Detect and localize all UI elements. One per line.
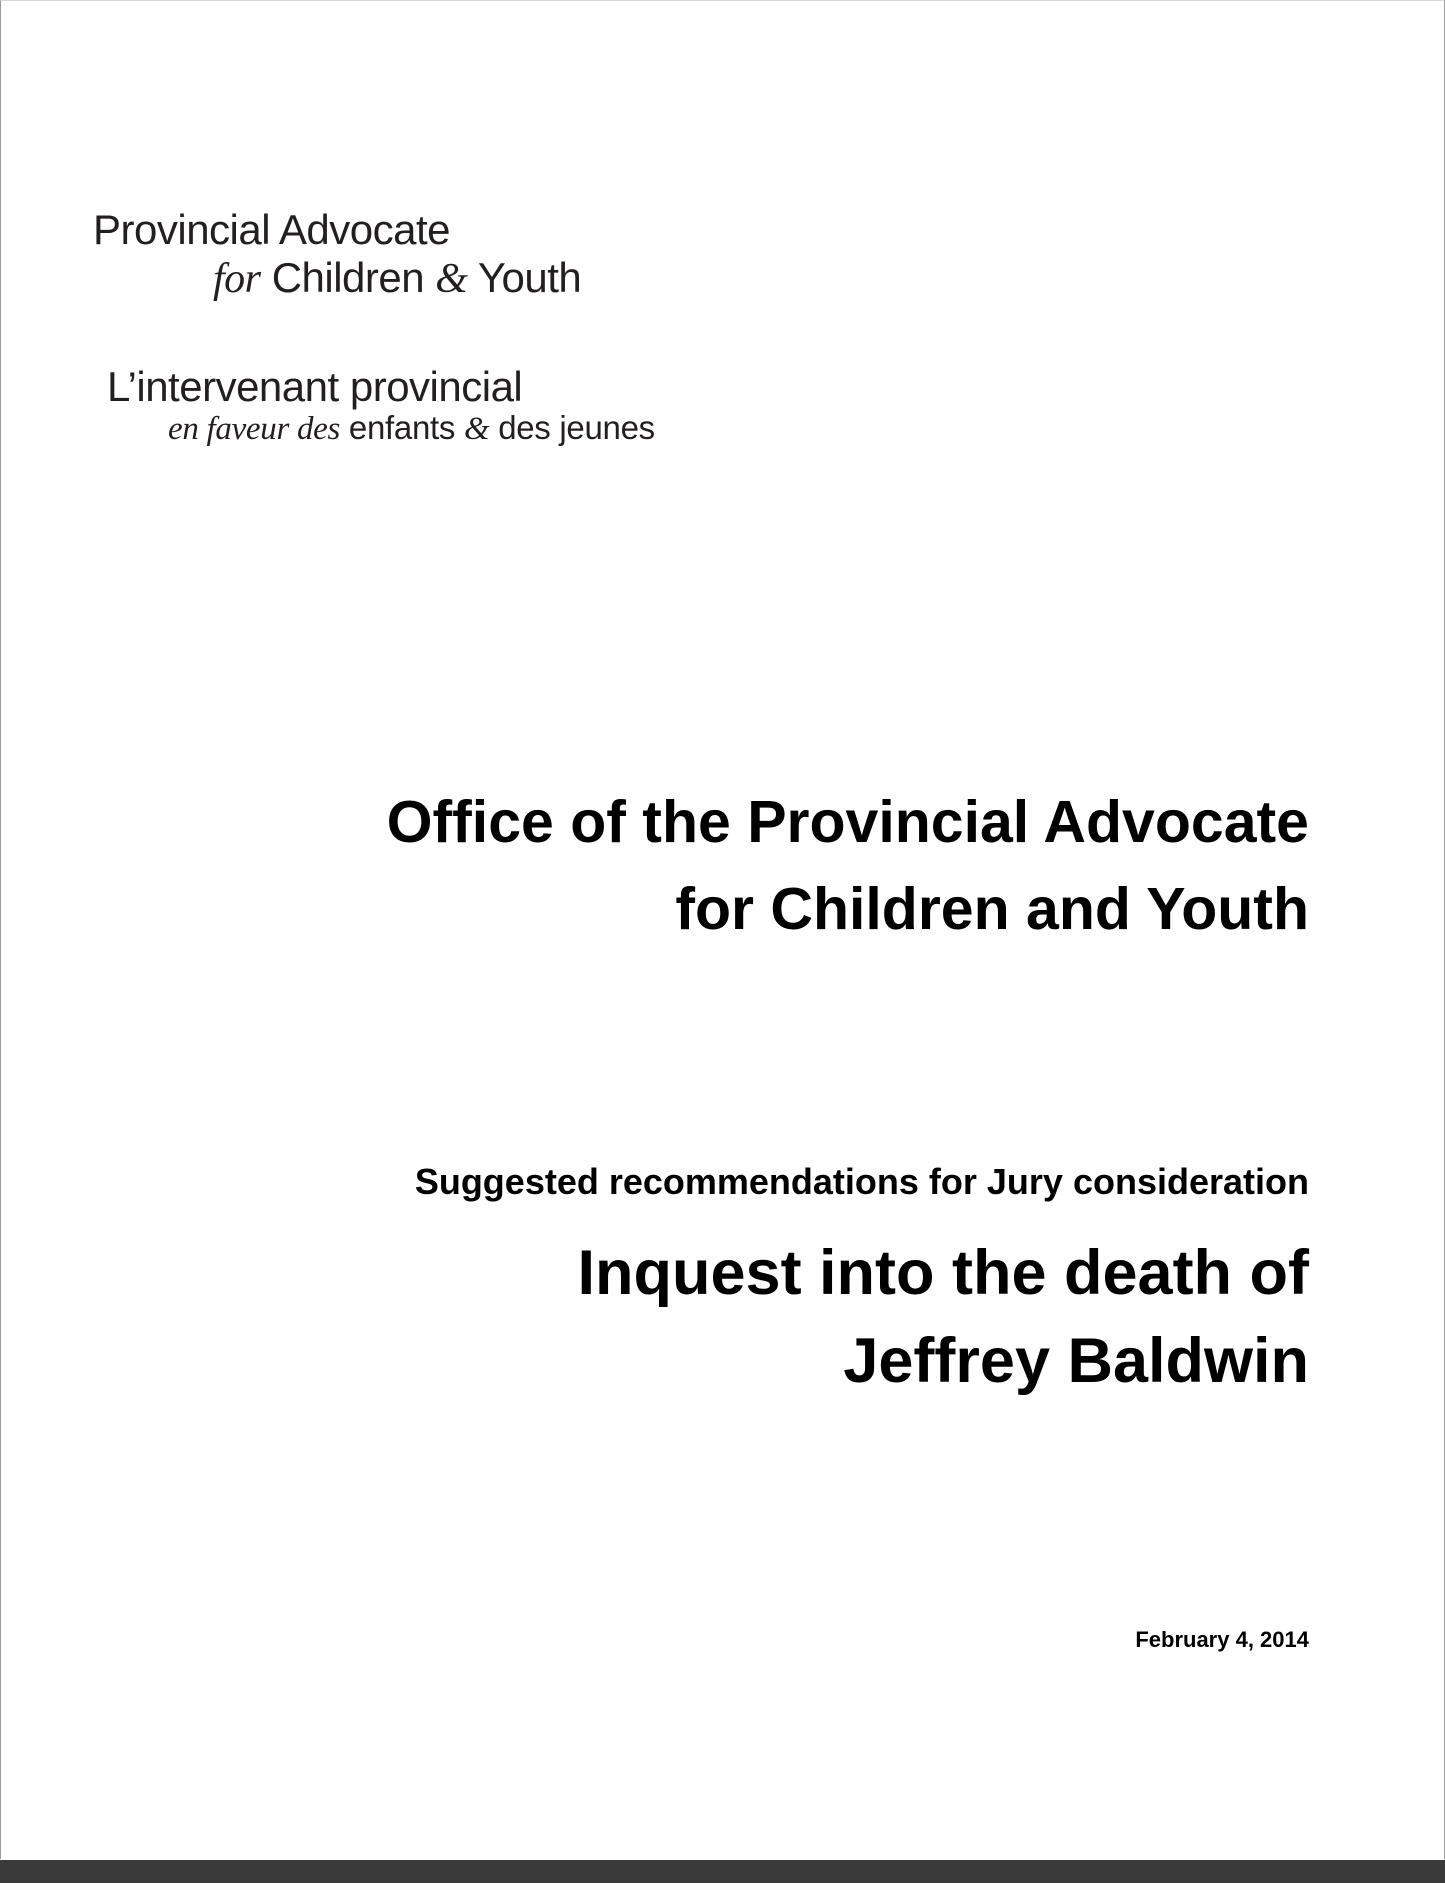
logo-french-en-faveur-des: en faveur des: [168, 411, 341, 447]
office-title: [387, 779, 1309, 953]
logo-french-enfants: enfants: [348, 409, 456, 446]
inquest-title-line-1: Inquest into the death of: [577, 1238, 1309, 1308]
office-title-line-1: Office of the Provincial Advocate: [386, 789, 1309, 855]
logo-french-name: L’intervenant provincial: [107, 363, 523, 410]
inquest-title: [578, 1229, 1309, 1405]
document-subtitle: Suggested recommendations for Jury consideration: [414, 1161, 1309, 1202]
document-date: February 4, 2014: [1135, 1627, 1309, 1652]
viewer-bottom-bar: [0, 1860, 1445, 1883]
logo-english-name: Provincial Advocate: [93, 206, 451, 253]
logo-english-ampersand: &: [435, 256, 468, 302]
logo-english-youth: Youth: [477, 254, 582, 301]
logo-french-subline: [168, 411, 655, 446]
logo-french-des-jeunes: des jeunes: [498, 409, 655, 446]
logo-french-ampersand: &: [463, 411, 490, 447]
office-title-line-2: for Children and Youth: [675, 876, 1309, 942]
logo-english-subline: [213, 254, 582, 302]
inquest-title-line-2: Jeffrey Baldwin: [843, 1326, 1309, 1396]
logo-english-for: for: [213, 256, 261, 302]
logo-english-children: Children: [271, 254, 425, 301]
